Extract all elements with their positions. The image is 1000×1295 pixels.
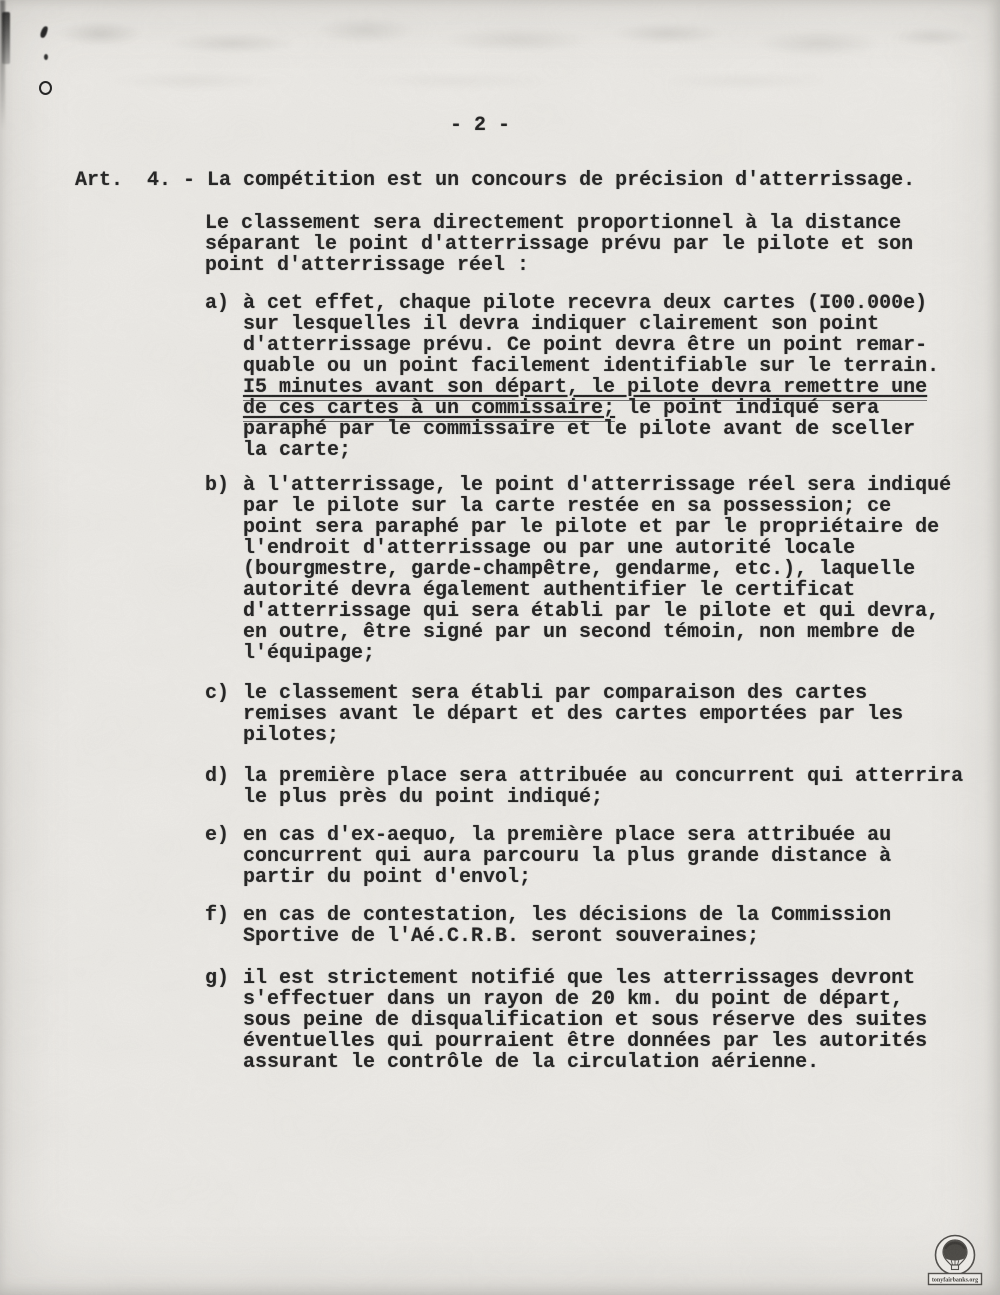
item-text-d: la première place sera attribuée au concurrent qui atterrira le plus près du point indiqué; xyxy=(243,765,964,809)
item-a-body-end: paraphé par le commissaire et le pilote avant de sceller la carte; xyxy=(243,418,916,462)
plain-text: le point indiqué sera xyxy=(615,397,880,420)
item-label-e: e) xyxy=(205,824,230,847)
page-number: - 2 - xyxy=(449,114,510,137)
underlined-text: de ces cartes à un commissaire; xyxy=(243,397,616,420)
item-text-f: en cas de contestation, les décisions de la Commission Sportive de l'Aé.C.R.B. seront souveraines; xyxy=(243,904,892,948)
item-label-b: b) xyxy=(205,474,230,497)
intro-paragraph: Le classement sera directement proportionnel à la distance séparant le point d'atterrissage prévu par le pilote et son point d'atterrissage réel : xyxy=(205,212,914,277)
item-label-d: d) xyxy=(205,765,230,788)
hot-air-balloon-icon xyxy=(925,1234,987,1290)
item-a-body: à cet effet, chaque pilote recevra deux cartes (I00.000e) sur lesquelles il devra indiquer clairement son point d'atterrissage prévu. Ce point devra être un point remar- quable ou un point facilement identifiable sur le terrain. xyxy=(243,292,940,378)
underlined-text: I5 minutes avant son départ, le pilote devra remettre une xyxy=(243,376,928,399)
item-text-g: il est strictement notifié que les atterrissages devront s'effectuer dans un rayon de 20 km. du point de départ, sous peine de disqualification et sous réserve des suites éventuelles qui pourraient être données par les autorités assurant le contrôle de la circulation aérienne. xyxy=(243,967,928,1074)
list-item-d xyxy=(205,766,963,808)
article-label: Art. 4. - xyxy=(75,169,208,192)
list-item-e xyxy=(205,825,891,888)
list-item-a xyxy=(205,293,939,461)
item-text-e: en cas d'ex-aequo, la première place sera attribuée au concurrent qui aura parcouru la plus grande distance à partir du point d'envol; xyxy=(243,824,892,889)
item-label-f: f) xyxy=(205,904,230,927)
article-heading xyxy=(75,170,915,191)
underlined-sentence-line-1 xyxy=(243,377,939,398)
underlined-sentence-line-2 xyxy=(243,398,939,419)
item-label-a: a) xyxy=(205,292,230,315)
list-item-f xyxy=(205,905,891,947)
item-text-a xyxy=(243,293,939,461)
article-title: La compétition est un concours de précision d'atterrissage. xyxy=(207,169,916,192)
watermark-text: tonyfairbanks.org xyxy=(931,1277,979,1284)
list-item-b xyxy=(205,475,951,664)
item-text-c: le classement sera établi par comparaison des cartes remises avant le départ et des cartes emportées par les pilotes; xyxy=(243,682,904,747)
item-label-g: g) xyxy=(205,967,230,990)
list-item-c xyxy=(205,683,903,746)
watermark-logo xyxy=(925,1234,987,1290)
list-item-g xyxy=(205,968,927,1073)
item-label-c: c) xyxy=(205,682,230,705)
item-text-b: à l'atterrissage, le point d'atterrissage réel sera indiqué par le pilote sur la carte restée en sa possession; ce point sera paraphé par le pilote et par le propriétaire de l'endroit d'atterrissage ou par une autorité locale (bourgmestre, garde-champêtre, gendarme, etc.), laquelle autorité devra également authentifier le certificat d'atterrissage qui sera établi par le pilote et qui devra, en outre, être signé par un second témoin, non membre de l'équipage; xyxy=(243,474,952,665)
